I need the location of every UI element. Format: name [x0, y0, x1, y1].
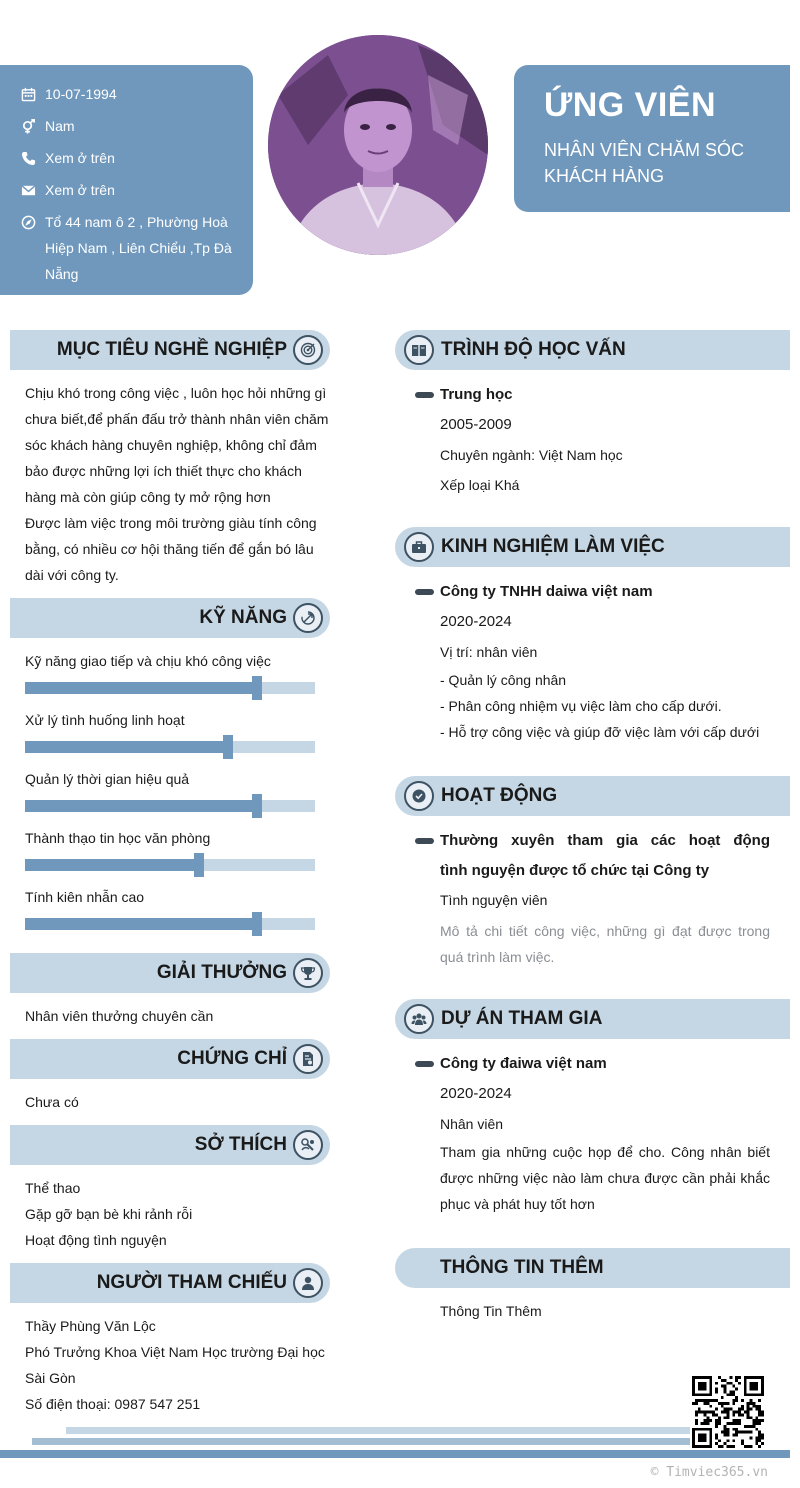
phone-icon [20, 145, 36, 171]
activities-header [395, 776, 790, 816]
skill-bar-knob [252, 676, 262, 700]
awards-header [10, 953, 330, 993]
gender-row [20, 113, 235, 139]
activity-role: Tình nguyện viên [440, 892, 548, 908]
hobbies-icon [293, 1130, 323, 1160]
bullet-marker [415, 392, 434, 398]
education-item [440, 380, 770, 500]
skill-bar [25, 682, 315, 694]
text-line: Phó Trưởng Khoa Việt Nam Học trường Đại học [25, 1344, 325, 1360]
school-name: Trung học [440, 386, 513, 403]
extra-info-header [395, 1248, 790, 1288]
skill-label: Tính kiên nhẫn cao [25, 889, 145, 905]
text-line: hàng mà còn giúp công ty mở rộng hơn [25, 489, 271, 505]
text-line: Nhân viên thưởng chuyên cần [25, 1008, 214, 1024]
company-name: Công ty TNHH daiwa việt nam [440, 583, 653, 600]
skill-bar-knob [252, 912, 262, 936]
location-icon [20, 209, 36, 235]
skill-label: Thành thạo tin học văn phòng [25, 830, 211, 846]
experience-years: 2020-2024 [440, 613, 512, 630]
duty-line: - Quản lý công nhân [440, 672, 567, 688]
project-company: Công ty đaiwa việt nam [440, 1055, 607, 1072]
activity-description-line: Mô tả chi tiết công việc, những gì đạt được trong [440, 923, 770, 939]
text-line: dài với công ty. [25, 567, 119, 583]
avatar [268, 35, 488, 255]
activity-heading-line: Thường xuyên tham gia các hoạt động [440, 832, 770, 849]
activities-item [440, 826, 770, 970]
experience-header [395, 527, 790, 567]
skill-bar-fill [25, 682, 257, 694]
email-text: Xem ở trên [45, 182, 115, 198]
section-title: HOẠT ĐỘNG [441, 785, 558, 806]
birthday-text: 10-07-1994 [45, 86, 117, 102]
skill-label: Quản lý thời gian hiệu quả [25, 771, 190, 787]
skill-bar-fill [25, 918, 257, 930]
project-description-line: Tham gia những cuộc họp để cho. Công nhân biết [440, 1144, 770, 1160]
gender-text: Nam [45, 118, 75, 134]
text-line: chưa biết,để phấn đấu trở thành nhân viên chăm [25, 411, 329, 427]
certificates-header [10, 1039, 330, 1079]
text-line: Gặp gỡ bạn bè khi rảnh rỗi [25, 1206, 193, 1222]
skill-bar [25, 918, 315, 930]
projects-item [440, 1049, 770, 1217]
activity-heading-line: tình nguyện được tổ chức tại Công ty [440, 862, 710, 879]
decorative-stripe [0, 1450, 790, 1458]
references-header [10, 1263, 330, 1303]
bullet-marker [415, 838, 434, 844]
birthday-row [20, 81, 235, 107]
section-title: SỞ THÍCH [194, 1134, 287, 1155]
candidate-name: ỨNG VIÊN [544, 86, 717, 124]
education-rank: Xếp loại Khá [440, 477, 520, 493]
text-line: Được làm việc trong môi trường giàu tính công [25, 515, 317, 531]
certificates-text [25, 1089, 325, 1115]
activity-description-line: quá trình làm việc. [440, 949, 555, 965]
extra-info-item [440, 1298, 770, 1324]
text-line: Sài Gòn [25, 1370, 76, 1386]
text-line: Số điện thoại: 0987 547 251 [25, 1396, 201, 1412]
address-line: Nẵng [45, 266, 79, 282]
badge-check-icon [404, 781, 434, 811]
address-line: Tổ 44 nam ô 2 , Phường Hoà [45, 214, 228, 230]
watermark: © Timviec365.vn [650, 1465, 768, 1480]
section-title: KỸ NĂNG [199, 607, 287, 628]
decorative-stripe [32, 1438, 690, 1445]
skill-bar-knob [223, 735, 233, 759]
skills-header [10, 598, 330, 638]
section-title: CHỨNG CHỈ [177, 1048, 287, 1069]
section-title: THÔNG TIN THÊM [440, 1257, 604, 1278]
bullet-marker [415, 1061, 434, 1067]
skill-bar [25, 800, 315, 812]
objective-header [10, 330, 330, 370]
hobbies-text [25, 1175, 325, 1253]
bullet-marker [415, 589, 434, 595]
text-line: bằng, có nhiều cơ hội thăng tiến để gắn bó lâu [25, 541, 314, 557]
skill-bar-knob [252, 794, 262, 818]
text-line: sóc khách hàng chuyên nghiệp, không chỉ đảm [25, 437, 317, 453]
project-role: Nhân viên [440, 1116, 504, 1132]
text-line: Chịu khó trong công việc , luôn học hỏi những gì [25, 385, 327, 401]
contact-card [0, 65, 253, 295]
text-line: Thể thao [25, 1180, 81, 1196]
skill-label: Kỹ năng giao tiếp và chịu khó công việc [25, 653, 271, 669]
text-line: Hoạt động tình nguyện [25, 1232, 167, 1248]
address-text [45, 209, 235, 287]
section-title: KINH NGHIỆM LÀM VIỆC [441, 536, 665, 557]
project-years: 2020-2024 [440, 1085, 512, 1102]
objective-text [25, 380, 329, 588]
section-title: GIẢI THƯỞNG [156, 962, 287, 983]
duty-line: - Phân công nhiệm vụ việc làm cho cấp dưới. [440, 698, 722, 714]
section-title: TRÌNH ĐỘ HỌC VẤN [441, 339, 626, 360]
phone-text: Xem ở trên [45, 150, 115, 166]
target-icon [293, 335, 323, 365]
group-icon [404, 1004, 434, 1034]
project-description-line: phục và phát huy tốt hơn [440, 1196, 595, 1212]
person-icon [293, 1268, 323, 1298]
address-line: Hiệp Nam , Liên Chiểu ,Tp Đà [45, 240, 232, 256]
skill-bar-fill [25, 859, 199, 871]
references-text [25, 1313, 325, 1417]
skill-bar [25, 741, 315, 753]
skill-bar-fill [25, 800, 257, 812]
text-line: bảo được những lợi ích thiết thực cho khách [25, 463, 302, 479]
projects-header [395, 999, 790, 1039]
experience-role: Vị trí: nhân viên [440, 644, 538, 660]
email-row [20, 177, 235, 203]
decorative-stripe [66, 1427, 690, 1434]
qr-code-icon [692, 1376, 764, 1448]
gender-icon [20, 113, 36, 139]
section-title: NGƯỜI THAM CHIẾU [96, 1272, 287, 1293]
text-line: Thầy Phùng Văn Lộc [25, 1318, 156, 1334]
education-years: 2005-2009 [440, 416, 512, 433]
phone-row [20, 145, 235, 171]
duty-line: - Hỗ trợ công việc và giúp đỡ việc làm với cấp dưới [440, 724, 760, 740]
envelope-icon [20, 177, 36, 203]
section-title: DỰ ÁN THAM GIA [441, 1008, 603, 1029]
certificate-icon [293, 1044, 323, 1074]
candidate-position [544, 137, 770, 189]
book-icon [404, 335, 434, 365]
education-major: Chuyên ngành: Việt Nam học [440, 447, 623, 463]
skill-label: Xử lý tình huống linh hoạt [25, 712, 185, 728]
trophy-icon [293, 958, 323, 988]
address-row [20, 209, 235, 287]
experience-item [440, 577, 770, 745]
title-card [514, 65, 790, 212]
education-header [395, 330, 790, 370]
skill-bar [25, 859, 315, 871]
position-line: NHÂN VIÊN CHĂM SÓC [544, 140, 745, 160]
skill-bar-fill [25, 741, 228, 753]
project-description-line: được những việc nào làm chưa được cần phải khắc [440, 1170, 770, 1186]
skill-bar-knob [194, 853, 204, 877]
awards-text [25, 1003, 325, 1029]
hobbies-header [10, 1125, 330, 1165]
text-line: Chưa có [25, 1094, 79, 1110]
calendar-icon [20, 81, 36, 107]
position-line: KHÁCH HÀNG [544, 166, 665, 186]
extra-info-text: Thông Tin Thêm [440, 1303, 542, 1319]
section-title: MỤC TIÊU NGHỀ NGHIỆP [56, 339, 287, 360]
briefcase-icon [404, 532, 434, 562]
skills-icon [293, 603, 323, 633]
